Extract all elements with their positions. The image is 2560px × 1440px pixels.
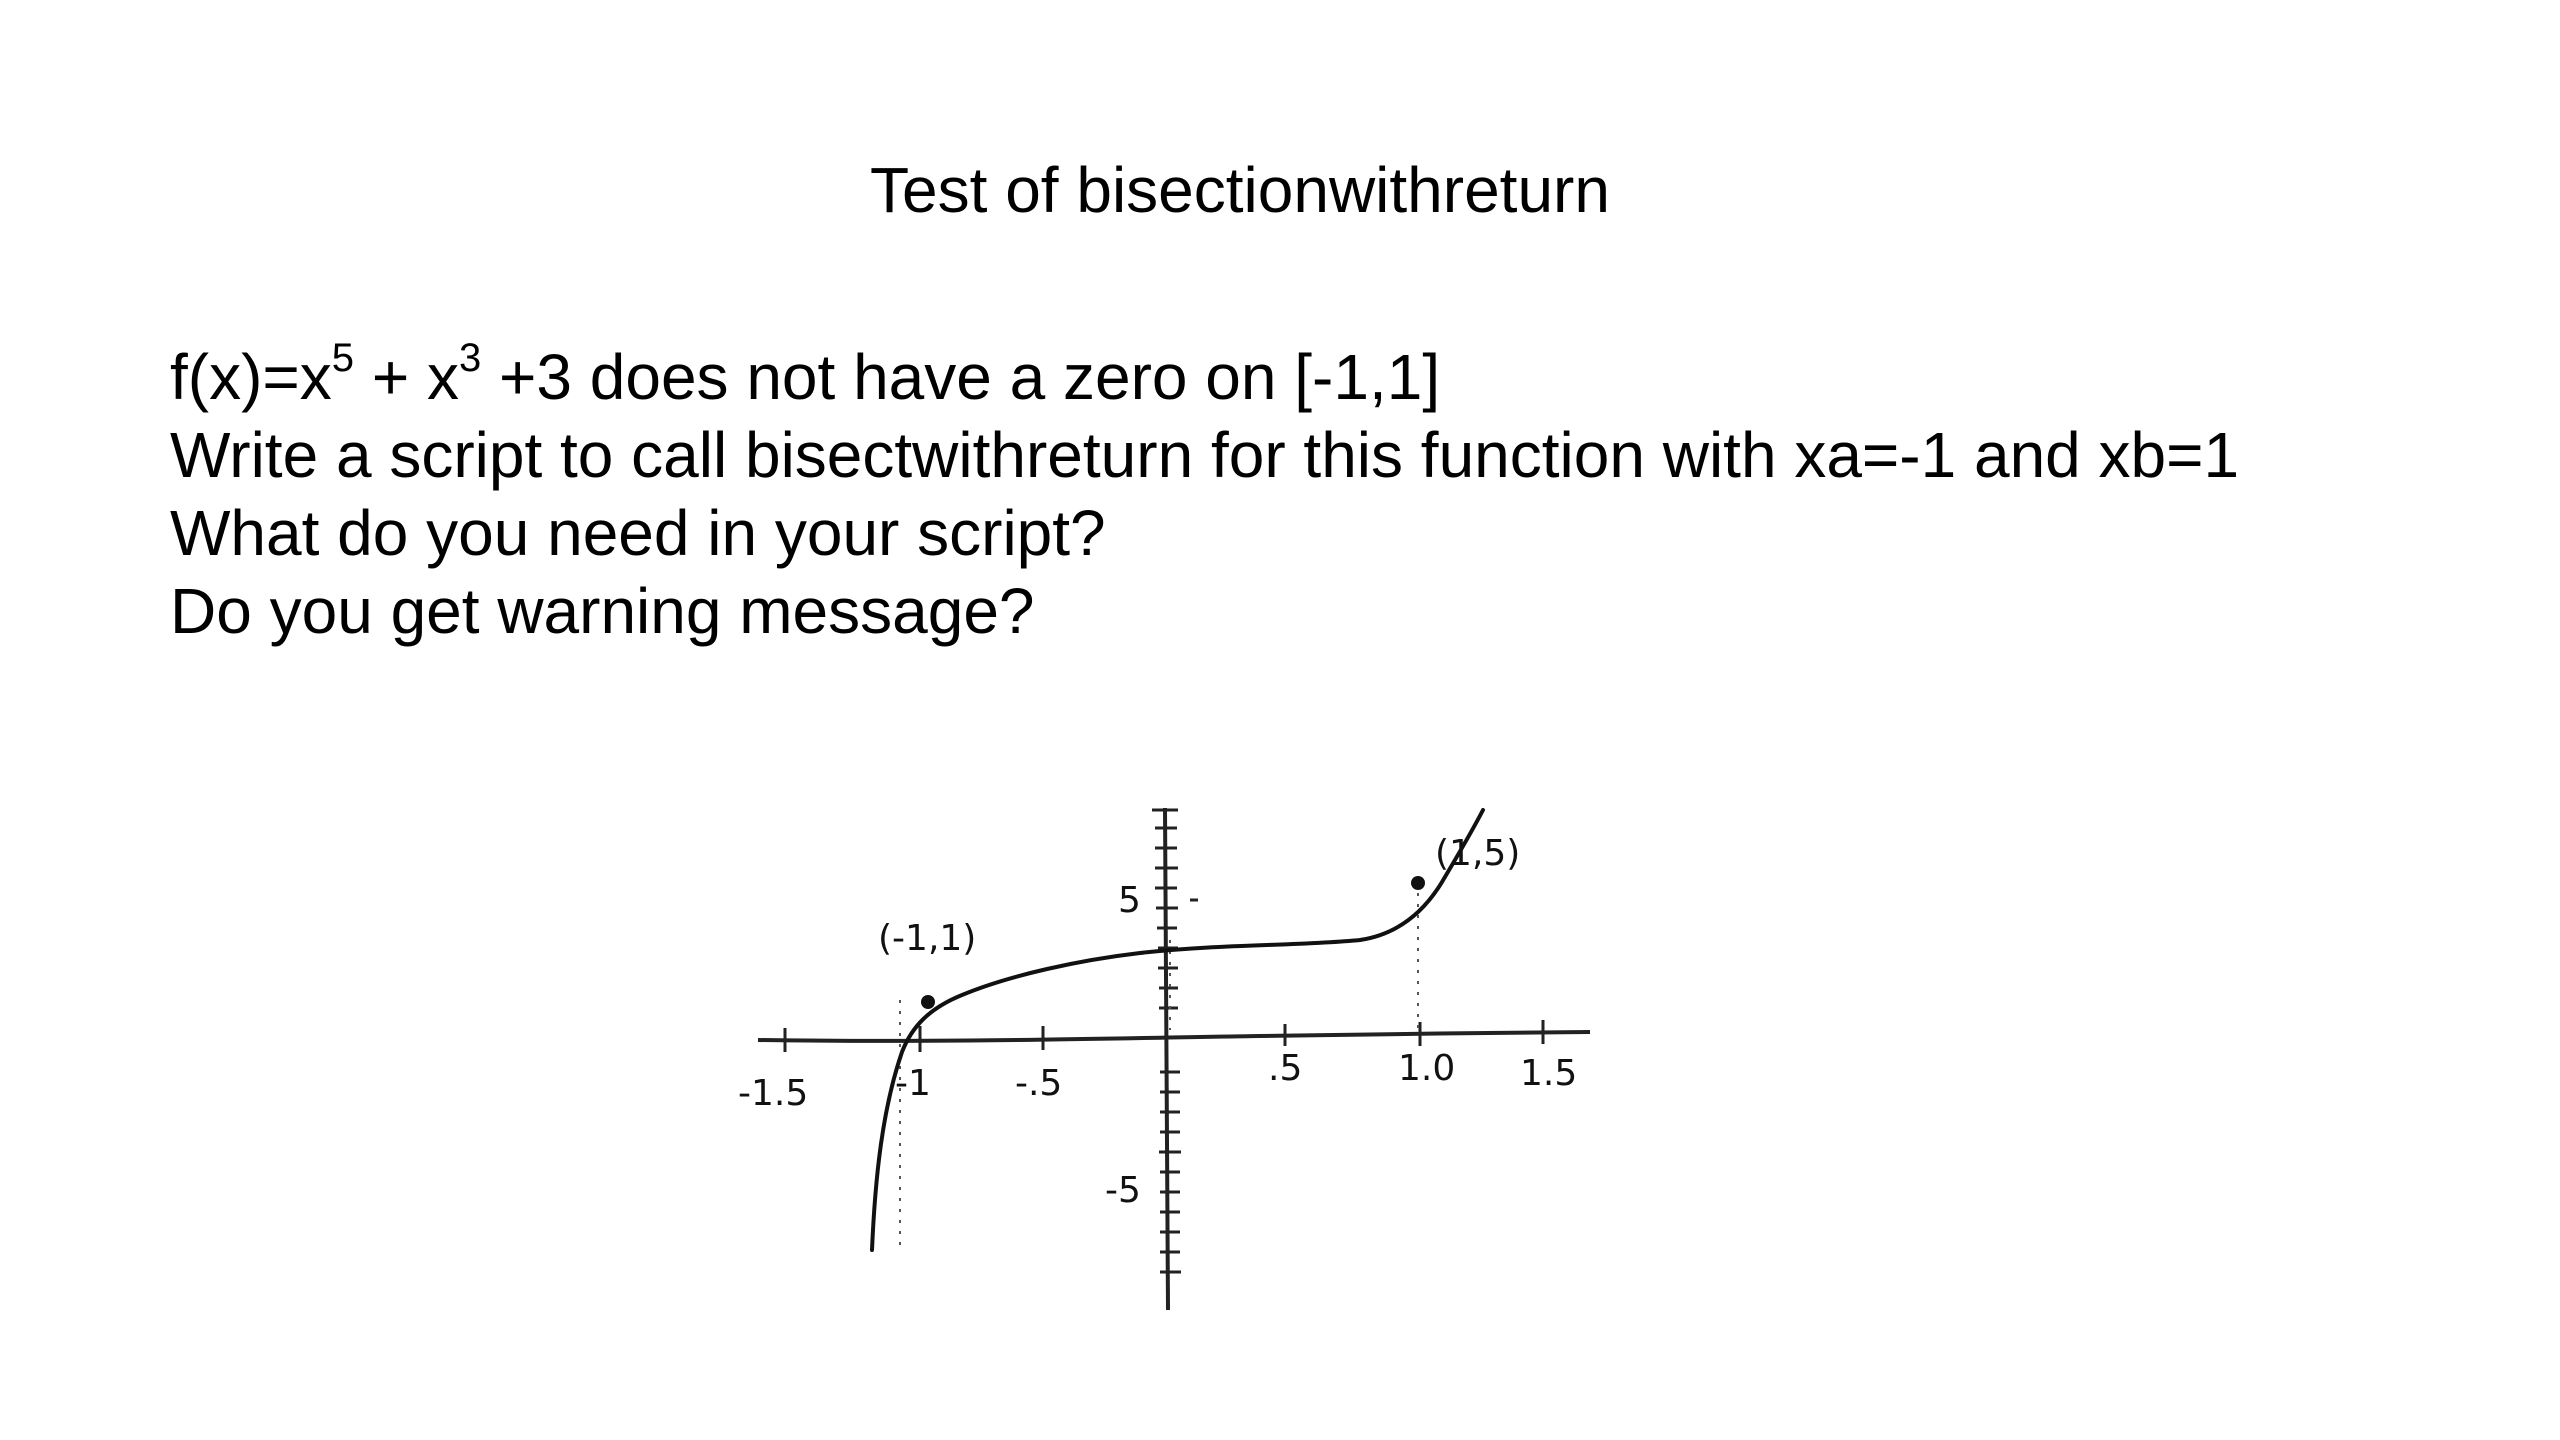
point-label-one-five: (1,5) bbox=[1435, 833, 1521, 874]
exponent-five: 5 bbox=[331, 335, 355, 380]
exponent-three: 3 bbox=[458, 335, 482, 380]
x-tick-label-1-0: 1.0 bbox=[1398, 1048, 1456, 1089]
slide-body bbox=[170, 335, 2240, 650]
dotted-guides bbox=[900, 882, 1418, 1250]
question-line-2: Do you get warning message? bbox=[170, 575, 1035, 647]
point-one-five bbox=[1411, 876, 1425, 890]
y-axis bbox=[1165, 808, 1168, 1310]
x-tick-label-1-5: 1.5 bbox=[1520, 1053, 1578, 1094]
function-curve bbox=[872, 810, 1483, 1250]
x-tick-label-minus-0-5: -.5 bbox=[1015, 1063, 1063, 1104]
point-label-minus-one-one: (-1,1) bbox=[878, 918, 977, 959]
function-part-a: f(x)=x bbox=[170, 341, 332, 413]
function-sketch bbox=[700, 790, 1600, 1350]
point-minus-one-one bbox=[921, 995, 935, 1009]
x-tick-label-minus-1: -1 bbox=[895, 1063, 931, 1104]
y-tick-label-minus-5: -5 bbox=[1105, 1170, 1141, 1211]
sketch-svg bbox=[700, 790, 1600, 1350]
question-line-1: What do you need in your script? bbox=[170, 497, 1106, 569]
function-part-c: +3 does not have a zero on [-1,1] bbox=[481, 341, 1441, 413]
slide-title: Test of bisectionwithreturn bbox=[870, 154, 1610, 226]
instruction-line: Write a script to call bisectwithreturn for this function with xa=-1 and xb=1 bbox=[170, 419, 2240, 491]
y-tick-label-5: 5 bbox=[1118, 880, 1141, 921]
function-part-b: + x bbox=[354, 341, 459, 413]
x-tick-label-0-5: .5 bbox=[1268, 1048, 1303, 1089]
x-axis bbox=[758, 1032, 1590, 1041]
x-tick-label-minus-1-5: -1.5 bbox=[738, 1073, 809, 1114]
function-statement bbox=[170, 335, 2239, 416]
